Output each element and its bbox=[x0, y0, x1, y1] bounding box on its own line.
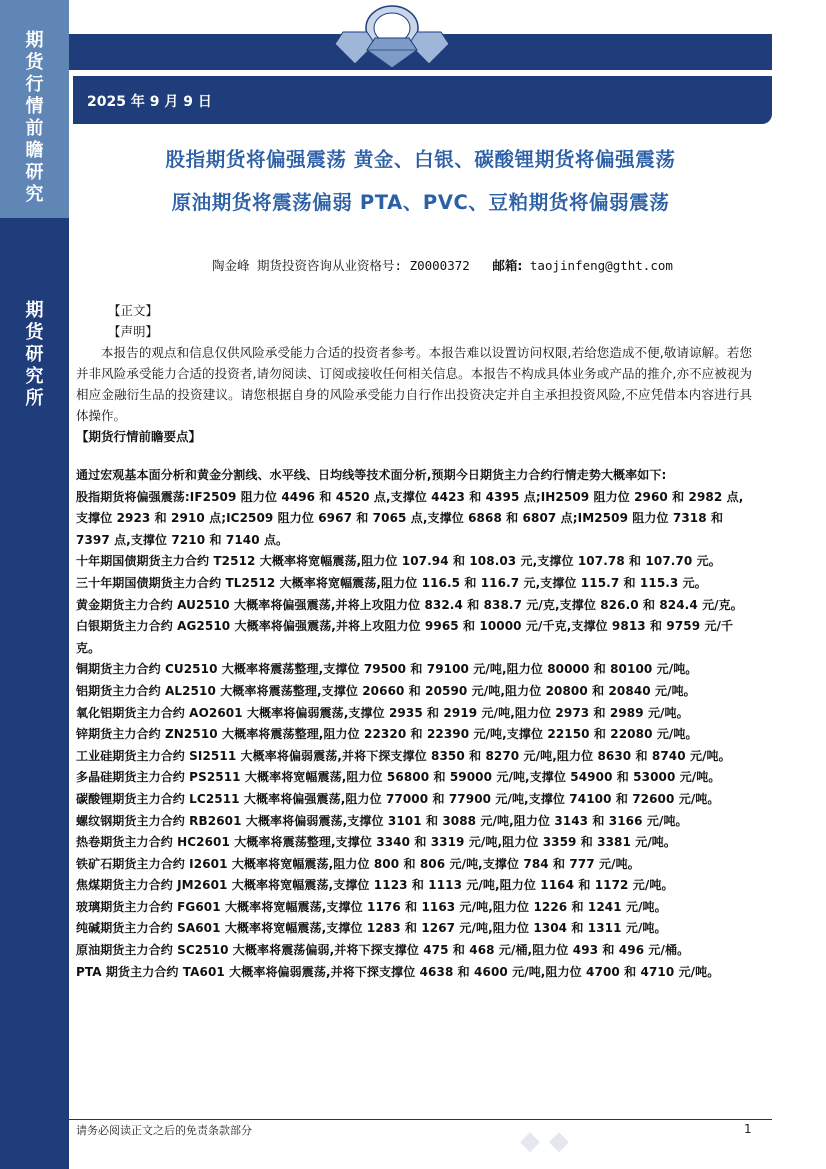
forecast-list bbox=[76, 487, 752, 984]
statement-label: 【声明】 bbox=[108, 324, 159, 339]
forecast-item: 黄金期货主力合约 AU2510 大概率将偏强震荡,并将上攻阻力位 832.4 和 838.7 元/克,支撑位 826.0 和 824.4 元/克。 bbox=[76, 597, 743, 612]
statement-body: 本报告的观点和信息仅供风险承受能力合适的投资者参考。本报告难以设置访问权限,若给您造成不便,敬请谅解。若您并非风险承受能力合适的投资者,请勿阅读、订阅或接收任何相关信息。本报告不构成具体业务或产品的推介,亦不应被视为相应金融衍生品的投资建议。请您根据自身的风险承受能力自行作出投资决定并自主承担投资风险,不应凭借本内容进行具体操作。 bbox=[76, 345, 752, 423]
forecast-item: 十年期国债期货主力合约 T2512 大概率将宽幅震荡,阻力位 107.94 和 108.03 元,支撑位 107.78 和 107.70 元。 bbox=[76, 554, 721, 569]
report-title-line2: 原油期货将震荡偏弱 PTA、PVC、豆粕期货将偏弱震荡 bbox=[171, 191, 670, 214]
highlights-block bbox=[76, 465, 752, 983]
forecast-item: 铜期货主力合约 CU2510 大概率将震荡整理,支撑位 79500 和 79100 元/吨,阻力位 80000 和 80100 元/吨。 bbox=[76, 662, 698, 677]
forecast-item: 铁矿石期货主力合约 I2601 大概率将宽幅震荡,阻力位 800 和 806 元/吨,支撑位 784 和 777 元/吨。 bbox=[76, 856, 640, 871]
report-date: 2025 年 9 月 9 日 bbox=[87, 94, 212, 110]
author-name-license: 陶金峰 期货投资咨询从业资格号: Z0000372 bbox=[212, 258, 470, 273]
forecast-item: 三十年期国债期货主力合约 TL2512 大概率将宽幅震荡,阻力位 116.5 和 116.7 元,支撑位 115.7 和 115.3 元。 bbox=[76, 575, 707, 590]
author-email: taojinfeng@gtht.com bbox=[529, 258, 673, 273]
date-bar bbox=[73, 76, 772, 124]
forecast-item: 螺纹钢期货主力合约 RB2601 大概率将偏弱震荡,支撑位 3101 和 3088 元/吨,阻力位 3143 和 3166 元/吨。 bbox=[76, 813, 688, 828]
forecast-item: 股指期货将偏强震荡:IF2509 阻力位 4496 和 4520 点,支撑位 4423 和 4395 点;IH2509 阻力位 2960 和 2982 点,支撑位 2923 和 2910 点;IC2509 阻力位 6967 和 7065 点,支撑位 6868 和 6807 点;IM2509 阻力位 7318 和 7397 点,支撑位 7210 和 7140 点。 bbox=[76, 489, 744, 547]
sidebar-bottom-title: 期 货 研 究 所 bbox=[25, 300, 44, 409]
forecast-item: 焦煤期货主力合约 JM2601 大概率将宽幅震荡,支撑位 1123 和 1113 元/吨,阻力位 1164 和 1172 元/吨。 bbox=[76, 878, 674, 893]
highlights-label: 【期货行情前瞻要点】 bbox=[76, 429, 202, 444]
author-line bbox=[212, 256, 673, 274]
forecast-item: 玻璃期货主力合约 FG601 大概率将宽幅震荡,支撑位 1176 和 1163 元/吨,阻力位 1226 和 1241 元/吨。 bbox=[76, 899, 667, 914]
forecast-item: 热卷期货主力合约 HC2601 大概率将震荡整理,支撑位 3340 和 3319 元/吨,阻力位 3359 和 3381 元/吨。 bbox=[76, 835, 677, 850]
forecast-item: 多晶硅期货主力合约 PS2511 大概率将宽幅震荡,阻力位 56800 和 59000 元/吨,支撑位 54900 和 53000 元/吨。 bbox=[76, 770, 721, 785]
forecast-item: 锌期货主力合约 ZN2510 大概率将震荡整理,阻力位 22320 和 22390 元/吨,支撑位 22150 和 22080 元/吨。 bbox=[76, 727, 698, 742]
forecast-item: 铝期货主力合约 AL2510 大概率将震荡整理,支撑位 20660 和 20590 元/吨,阻力位 20800 和 20840 元/吨。 bbox=[76, 683, 696, 698]
highlights-intro: 通过宏观基本面分析和黄金分割线、水平线、日均线等技术面分析,预期今日期货主力合约行情走势大概率如下: bbox=[76, 468, 667, 482]
report-title-line1: 股指期货将偏强震荡 黄金、白银、碳酸锂期货将偏强震荡 bbox=[165, 148, 676, 171]
email-label: 邮箱: bbox=[492, 258, 523, 273]
forecast-item: 碳酸锂期货主力合约 LC2511 大概率将偏强震荡,阻力位 77000 和 77900 元/吨,支撑位 74100 和 72600 元/吨。 bbox=[76, 791, 720, 806]
disclaimer-note: 请务必阅读正文之后的免责条款部分 bbox=[76, 1124, 252, 1137]
forecast-item: 白银期货主力合约 AG2510 大概率将偏强震荡,并将上攻阻力位 9965 和 10000 元/千克,支撑位 9813 和 9759 元/千克。 bbox=[76, 619, 734, 655]
forecast-item: 纯碱期货主力合约 SA601 大概率将宽幅震荡,支撑位 1283 和 1267 元/吨,阻力位 1304 和 1311 元/吨。 bbox=[76, 921, 667, 936]
page-number: 1 bbox=[744, 1122, 752, 1136]
statement-block bbox=[76, 300, 752, 447]
watermark-logo-icon: ◆ ◆ bbox=[520, 1126, 570, 1156]
forecast-item: PTA 期货主力合约 TA601 大概率将偏弱震荡,并将下探支撑位 4638 和 4600 元/吨,阻力位 4700 和 4710 元/吨。 bbox=[76, 964, 720, 979]
forecast-item: 氧化铝期货主力合约 AO2601 大概率将偏弱震荡,支撑位 2935 和 2919 元/吨,阻力位 2973 和 2989 元/吨。 bbox=[76, 705, 689, 720]
diamond-logo-icon bbox=[323, 2, 461, 68]
forecast-item: 原油期货主力合约 SC2510 大概率将震荡偏弱,并将下探支撑位 475 和 468 元/桶,阻力位 493 和 496 元/桶。 bbox=[76, 943, 690, 958]
forecast-item: 工业硅期货主力合约 SI2511 大概率将偏弱震荡,并将下探支撑位 8350 和 8270 元/吨,阻力位 8630 和 8740 元/吨。 bbox=[76, 748, 731, 763]
footer-divider bbox=[69, 1119, 772, 1120]
sidebar-top-title: 期 货 行 情 前 瞻 研 究 bbox=[25, 30, 44, 205]
main-text-label: 【正文】 bbox=[108, 303, 159, 318]
